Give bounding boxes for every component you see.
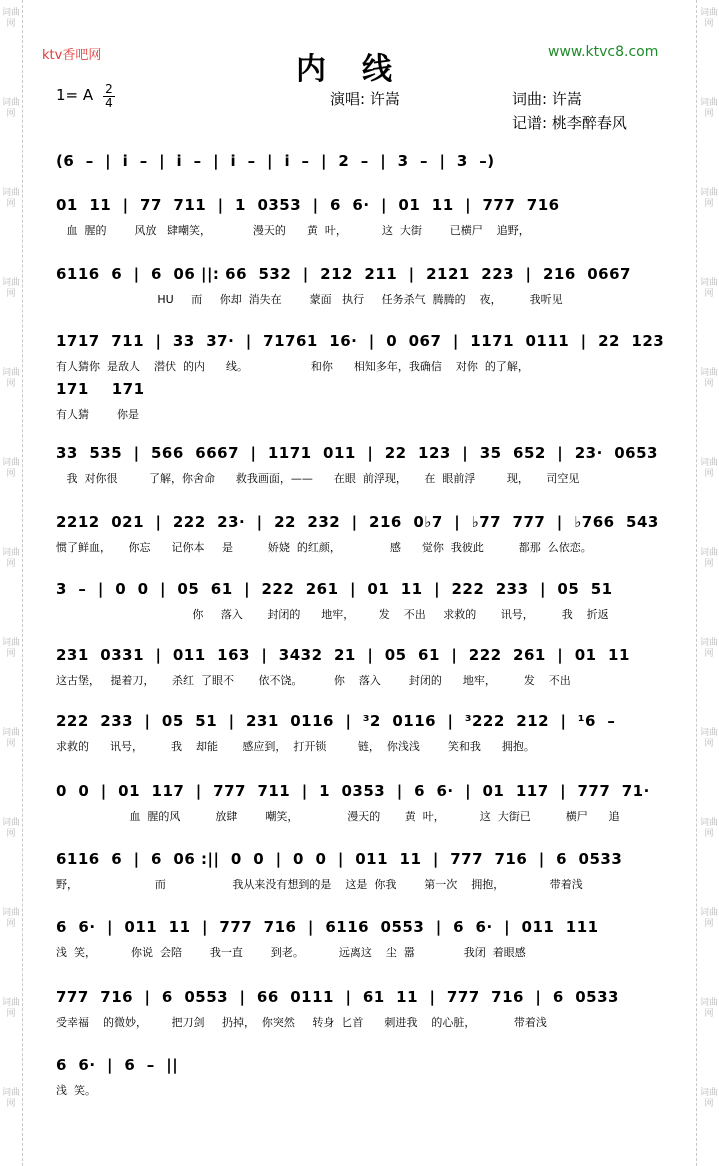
score-lyrics-line: 浅 笑， 你说 会陪 我一直 到老。 远离这 尘 嚣 我闭 着眼感 <box>56 946 526 959</box>
score-lyrics-line: 血 腥的风 放肆 嘲笑， 漫天的 黄 叶， 这 大街已 横尸 追 <box>56 810 620 823</box>
site-logo-left: ktv香吧网 <box>42 48 102 63</box>
watermark-glyph: 词曲网 <box>700 278 719 299</box>
watermark-glyph: 词曲网 <box>2 458 21 479</box>
song-title: 内线 <box>296 52 428 87</box>
watermark-glyph: 词曲网 <box>2 8 21 29</box>
watermark-glyph: 词曲网 <box>700 548 719 569</box>
score-notes-line: 2212 021 | 222 23· | 22 232 | 216 0♭7 | ♭77 777 | ♭766 543 <box>56 513 659 531</box>
meter-bottom: 4 <box>105 96 113 110</box>
watermark-glyph: 词曲网 <box>2 998 21 1019</box>
score-lyrics-line: 有人猜 你是 <box>56 408 139 421</box>
score-lyrics-line: 我 对你很 了解，你舍命 救我画面，—— 在眼 前浮现， 在 眼前浮 现， 司空见 <box>56 472 580 485</box>
watermark-glyph: 词曲网 <box>700 908 719 929</box>
watermark-glyph: 词曲网 <box>2 278 21 299</box>
score-lyrics-line: 受幸福 的微妙， 把刀剑 扔掉， 你突然 转身 匕首 刺进我 的心脏， 带着浅 <box>56 1016 547 1029</box>
watermark-glyph: 词曲网 <box>2 818 21 839</box>
watermark-glyph: 词曲网 <box>2 638 21 659</box>
score-lyrics-line: 野， 而 我从来没有想到的是 这是 你我 第一次 拥抱， 带着浅 <box>56 878 583 891</box>
score-lyrics-line: 你 落入 封闭的 地牢， 发 不出 求救的 讯号， 我 折返 <box>56 608 609 621</box>
score-lyrics-line: 这古堡， 提着刀， 杀红 了眼不 依不饶。 你 落入 封闭的 地牢， 发 不出 <box>56 674 571 687</box>
score-notes-line: 231 0331 | 011 163 | 3432 21 | 05 61 | 222 261 | 01 11 <box>56 646 630 664</box>
score-notes-line: 6 6· | 6 – || <box>56 1056 179 1074</box>
left-watermark-strip <box>0 0 23 1166</box>
watermark-glyph: 词曲网 <box>700 728 719 749</box>
score-notes-line: 01 11 | 77 711 | 1 0353 | 6 6· | 01 11 | 777 716 <box>56 196 560 214</box>
watermark-glyph: 词曲网 <box>2 98 21 119</box>
score-lyrics-line: 血 腥的 风放 肆嘲笑， 漫天的 黄 叶， 这 大街 已横尸 追野， <box>56 224 530 237</box>
composer-credit: 词曲: 许嵩 <box>512 90 582 108</box>
score-lyrics-line: 求救的 讯号， 我 却能 感应到， 打开锁 链， 你浅浅 笑和我 拥抱。 <box>56 740 535 753</box>
score-notes-line: 6 6· | 011 11 | 777 716 | 6116 0553 | 6 6· | 011 111 <box>56 918 599 936</box>
score-lyrics-line: 有人猜你 是敌人 潜伏 的内 线。 和你 相知多年，我确信 对你 的了解， <box>56 360 529 373</box>
site-url-right: www.ktvc8.com <box>548 44 659 60</box>
watermark-glyph: 词曲网 <box>2 188 21 209</box>
watermark-glyph: 词曲网 <box>700 998 719 1019</box>
score-notes-line: 6116 6 | 6 06 :|| 0 0 | 0 0 | 011 11 | 777 716 | 6 0533 <box>56 850 623 868</box>
singer-credit: 演唱: 许嵩 <box>330 90 400 108</box>
watermark-glyph: 词曲网 <box>700 458 719 479</box>
watermark-glyph: 词曲网 <box>700 368 719 389</box>
score-notes-line: (6 – | i – | i – | i – | i – | 2 – | 3 – | 3 –) <box>56 152 495 170</box>
score-notes-line: 3 – | 0 0 | 05 61 | 222 261 | 01 11 | 222 233 | 05 51 <box>56 580 613 598</box>
right-watermark-strip <box>696 0 719 1166</box>
watermark-glyph: 词曲网 <box>700 98 719 119</box>
score-notes-line: 171 171 <box>56 380 145 398</box>
score-notes-line: 0 0 | 01 117 | 777 711 | 1 0353 | 6 6· | 01 117 | 777 71· <box>56 782 650 800</box>
score-notes-line: 222 233 | 05 51 | 231 0116 | ³2 0116 | ³222 212 | ¹6 – <box>56 712 616 730</box>
watermark-glyph: 词曲网 <box>700 188 719 209</box>
score-notes-line: 777 716 | 6 0553 | 66 0111 | 61 11 | 777 716 | 6 0533 <box>56 988 619 1006</box>
key-signature: 1= A <box>56 86 94 104</box>
meter-top: 2 <box>105 82 113 96</box>
score-notes-line: 6116 6 | 6 06 ||: 66 532 | 212 211 | 2121 223 | 216 0667 <box>56 265 631 283</box>
watermark-glyph: 词曲网 <box>700 8 719 29</box>
watermark-glyph: 词曲网 <box>700 638 719 659</box>
watermark-glyph: 词曲网 <box>2 368 21 389</box>
watermark-glyph: 词曲网 <box>2 908 21 929</box>
score-lyrics-line: 惯了鲜血， 你忘 记你本 是 娇娆 的红颜， 感 觉你 我彼此 都那 么依恋。 <box>56 541 592 554</box>
watermark-glyph: 词曲网 <box>700 818 719 839</box>
watermark-glyph: 词曲网 <box>2 548 21 569</box>
score-notes-line: 33 535 | 566 6667 | 1171 011 | 22 123 | 35 652 | 23· 0653 <box>56 444 658 462</box>
watermark-glyph: 词曲网 <box>700 1088 719 1109</box>
watermark-glyph: 词曲网 <box>2 728 21 749</box>
arranger-credit: 记谱: 桃李醉春风 <box>512 114 627 132</box>
score-lyrics-line: HU 而 你却 消失在 蒙面 执行 任务杀气 腾腾的 夜， 我听见 <box>56 293 563 306</box>
score-lyrics-line: 浅 笑。 <box>56 1084 96 1097</box>
time-signature <box>103 84 115 109</box>
score-notes-line: 1717 711 | 33 37· | 71761 16· | 0 067 | 1171 0111 | 22 123 <box>56 332 665 350</box>
watermark-glyph: 词曲网 <box>2 1088 21 1109</box>
